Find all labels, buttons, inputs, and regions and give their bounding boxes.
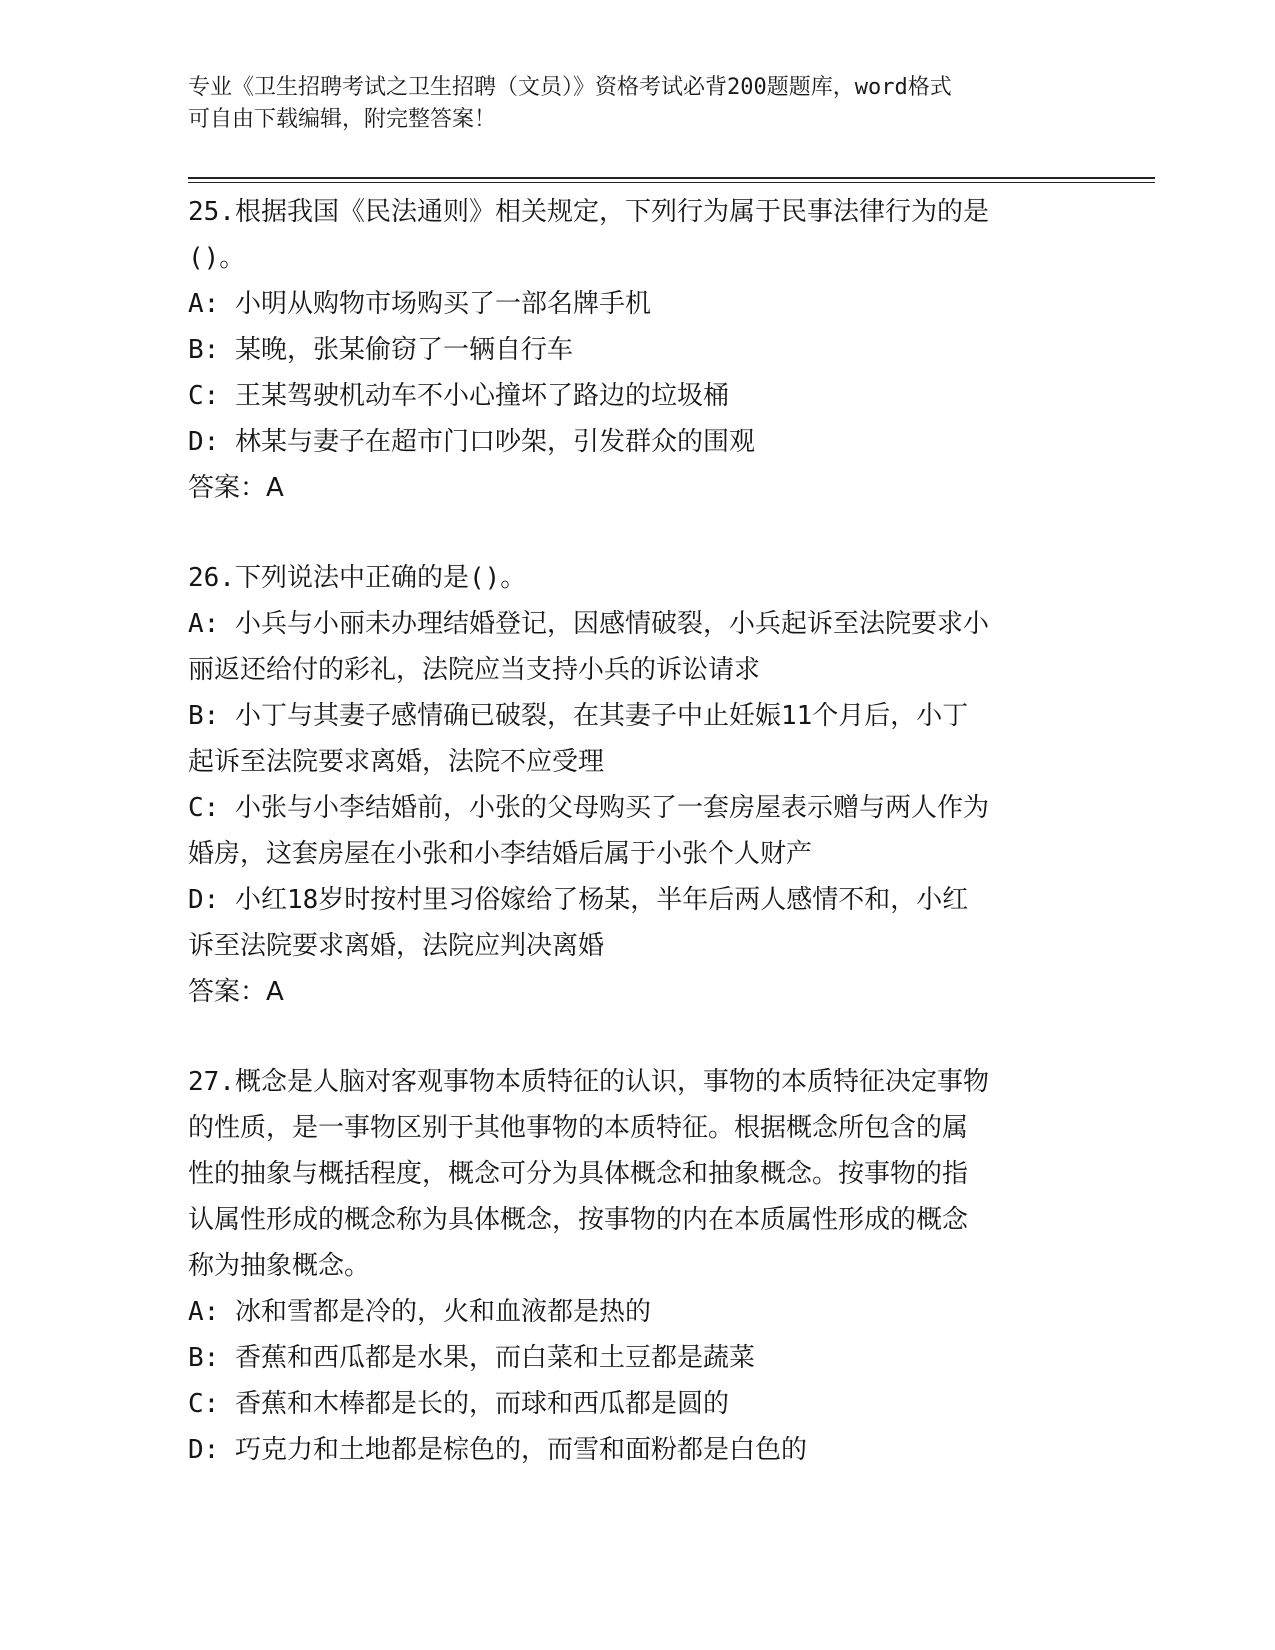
question-stem-line: 认属性形成的概念称为具体概念，按事物的内在本质属性形成的概念 — [188, 1205, 969, 1235]
option-c-continued: 婚房，这套房屋在小张和小李结婚后属于小张个人财产 — [188, 839, 813, 869]
option-c: C: 王某驾驶机动车不小心撞坏了路边的垃圾桶 — [188, 381, 729, 411]
answer-line: 答案：A — [188, 977, 284, 1007]
option-d: D: 巧克力和土地都是棕色的，而雪和面粉都是白色的 — [188, 1435, 807, 1465]
question-stem-line: 27.概念是人脑对客观事物本质特征的认识，事物的本质特征决定事物 — [188, 1067, 989, 1097]
option-a-continued: 丽返还给付的彩礼，法院应当支持小兵的诉讼请求 — [188, 655, 761, 685]
question-stem-line: ()。 — [188, 243, 246, 273]
question-spacer — [188, 1015, 1088, 1059]
option-b: B: 小丁与其妻子感情确已破裂，在其妻子中止妊娠11个月后，小丁 — [188, 701, 969, 731]
option-d-continued: 诉至法院要求离婚，法院应判决离婚 — [188, 931, 605, 961]
question-25 — [188, 189, 1088, 511]
option-d: D: 小红18岁时按村里习俗嫁给了杨某，半年后两人感情不和，小红 — [188, 885, 969, 915]
answer-line: 答案：A — [188, 473, 284, 503]
option-c: C: 香蕉和木棒都是长的，而球和西瓜都是圆的 — [188, 1389, 729, 1419]
header-rule-thin — [188, 182, 1155, 183]
question-26 — [188, 555, 1088, 1015]
option-b: B: 香蕉和西瓜都是水果，而白菜和土豆都是蔬菜 — [188, 1343, 755, 1373]
option-a: A: 冰和雪都是冷的，火和血液都是热的 — [188, 1297, 651, 1327]
header-line-2: 可自由下载编辑，附完整答案！ — [188, 107, 497, 132]
option-a: A: 小明从购物市场购买了一部名牌手机 — [188, 289, 651, 319]
question-27 — [188, 1059, 1088, 1473]
header-line-1: 专业《卫生招聘考试之卫生招聘（文员）》资格考试必背200题题库，word格式 — [188, 75, 952, 100]
question-stem-line: 性的抽象与概括程度，概念可分为具体概念和抽象概念。按事物的指 — [188, 1159, 969, 1189]
question-list — [188, 189, 1088, 1473]
option-b-continued: 起诉至法院要求离婚，法院不应受理 — [188, 747, 605, 777]
option-d: D: 林某与妻子在超市门口吵架，引发群众的围观 — [188, 427, 755, 457]
question-stem-line: 称为抽象概念。 — [188, 1251, 371, 1281]
document-header — [188, 72, 1068, 136]
question-stem-line: 的性质，是一事物区别于其他事物的本质特征。根据概念所包含的属 — [188, 1113, 969, 1143]
question-stem-line: 25.根据我国《民法通则》相关规定，下列行为属于民事法律行为的是 — [188, 197, 989, 227]
question-stem-line: 26.下列说法中正确的是()。 — [188, 563, 527, 593]
option-b: B: 某晚，张某偷窃了一辆自行车 — [188, 335, 573, 365]
option-a: A: 小兵与小丽未办理结婚登记，因感情破裂，小兵起诉至法院要求小 — [188, 609, 989, 639]
question-spacer — [188, 511, 1088, 555]
option-c: C: 小张与小李结婚前，小张的父母购买了一套房屋表示赠与两人作为 — [188, 793, 989, 823]
header-rule-thick — [188, 177, 1155, 179]
